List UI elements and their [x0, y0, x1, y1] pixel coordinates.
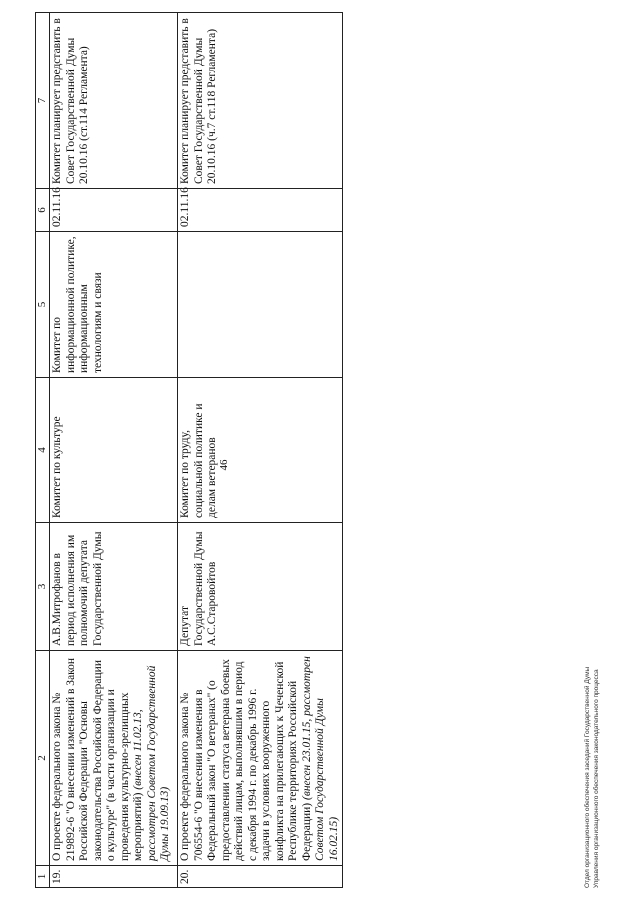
rotated-table-area — [35, 13, 340, 888]
bill-status-note: (внесен 11.02.13, рассмотрен Советом Государственной Думы 19.09.13) — [132, 665, 171, 861]
bill-cell — [178, 651, 343, 866]
bill-cell — [50, 651, 178, 866]
column-header-1: 1 — [36, 866, 50, 888]
plan-cell: Комитет планирует представить в Совет Государственной Думы 20.10.16 (ст.114 Регламента) — [50, 13, 178, 189]
bill-title: О проекте федерального закона № 219892-6 "О внесении изменений в Закон Российской Федерации "Основы законодательства Российской Федерации о культуре" (в части организации и проведения культурно-зрелищных мероприятий) — [51, 657, 144, 861]
committee-cell: Комитет по труду, социальной политике и делам ветеранов — [178, 378, 343, 523]
column-header-7: 7 — [36, 13, 50, 189]
row-number: 19. — [50, 866, 178, 888]
bills-table — [35, 12, 343, 888]
author-cell: А.В.Митрофанов в период исполнения им полномочий депутата Государственной Думы — [50, 523, 178, 651]
date-cell: 02.11.16 — [50, 189, 178, 232]
author-cell: Депутат Государственной Думы А.С.Старовойтов — [178, 523, 343, 651]
date-cell: 02.11.16 — [178, 189, 343, 232]
footer — [583, 588, 613, 888]
bill-title: О проекте федерального закона № 706554-6 "О внесении изменения в Федеральный закон "О ветеранах" (о предоставлении статуса ветерана боевых действий лицам, выполнявшим в период с декабря 1994 г. по декабрь 1996 г. задачи в условиях вооруженного конфликта на прилегающих к Чеченской Республике территориях Российской Федерации) — [179, 659, 313, 861]
column-header-6: 6 — [36, 189, 50, 232]
row-number: 20. — [178, 866, 343, 888]
table-header-row — [36, 13, 50, 888]
footer-line-1: Отдел организационного обеспечения заседаний Государственной Думы — [584, 666, 591, 888]
committee-cell: Комитет по культуре — [50, 378, 178, 523]
column-header-4: 4 — [36, 378, 50, 523]
table-row — [178, 13, 343, 888]
co-committee-cell: Комитет по информационной политике, информационным технологиям и связи — [50, 232, 178, 378]
table-row — [50, 13, 178, 888]
page-number: 46 — [218, 459, 230, 471]
column-header-5: 5 — [36, 232, 50, 378]
column-header-3: 3 — [36, 523, 50, 651]
footer-line-2: Управления организационного обеспечения законодательного процесса — [593, 669, 600, 888]
column-header-2: 2 — [36, 651, 50, 866]
plan-cell: Комитет планирует представить в Совет Государственной Думы 20.10.16 (ч.7 ст.118 Регламента) — [178, 13, 343, 189]
bill-status-note: (внесен 23.01.15, рассмотрен Советом Государственной Думы 16.02.15) — [300, 656, 340, 861]
co-committee-cell — [178, 232, 343, 378]
